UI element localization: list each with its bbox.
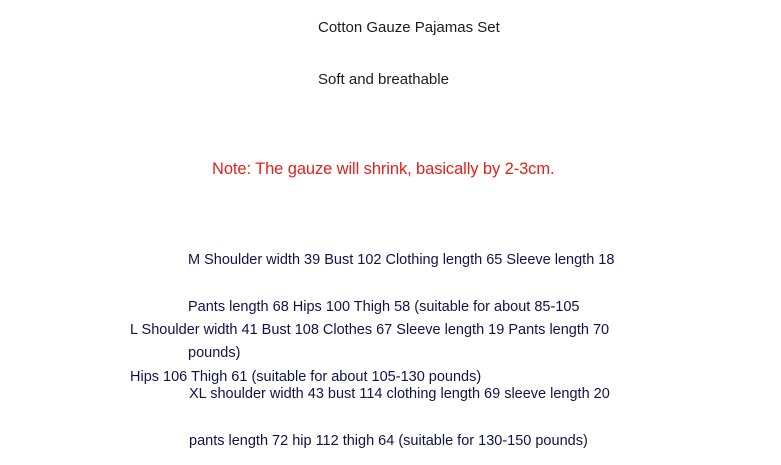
size-l-line-1: L Shoulder width 41 Bust 108 Clothes 67 Sleeve length 19 Pants length 70 — [130, 322, 610, 338]
size-m-line-1: M Shoulder width 39 Bust 102 Clothing length 65 Sleeve length 18 — [188, 252, 615, 268]
shrink-note: Note: The gauze will shrink, basically by 2-3cm. — [212, 160, 555, 178]
page-subtitle: Soft and breathable — [318, 71, 449, 88]
size-l-line-2: Hips 106 Thigh 61 (suitable for about 105-130 pounds) — [130, 368, 482, 385]
page-title: Cotton Gauze Pajamas Set — [318, 19, 500, 36]
size-m-line-2: Pants length 68 Hips 100 Thigh 58 (suitable for about 85-105 — [188, 298, 580, 315]
size-xl-line-1: XL shoulder width 43 bust 114 clothing length 69 sleeve length 20 — [189, 386, 610, 402]
size-xl-line-2: pants length 72 hip 112 thigh 64 (suitable for 130-150 pounds) — [189, 432, 588, 449]
size-m-line-3: pounds) — [188, 345, 241, 361]
size-xl-description — [189, 356, 610, 465]
